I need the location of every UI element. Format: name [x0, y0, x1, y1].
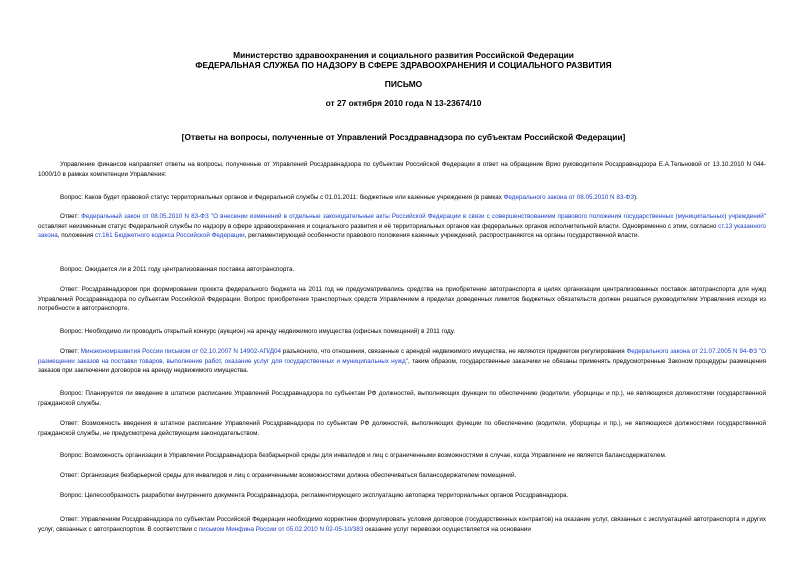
answer-text-1: оставляет неизменным статус Федеральной службы по надзору в сфере здравоохранения и социального развития и её территориальных органов как федеральных органов исполнительной власти. Одновременно с этим, согласно: [38, 222, 719, 230]
answer-text-1: Ответ: Управлениям Росздравнадзора по субъектам Российской Федерации необходимо корректнее формулировать условия договоров (государственных контрактов) на оказание услуг, связанных с эксплуатацией автотранспорта и других услуг, связанных с автотранспортом. В соответствии с: [38, 516, 766, 533]
paragraph-question-4: Вопрос: Планируется ли введение в штатное расписание Управлений Росздравнадзора по субъектам РФ должностей, выполняющих функции по обеспечению (водители, уборщицы и пр.), не являющихся должностями государственной гражданской службы.: [38, 390, 766, 407]
ministry-letter-link[interactable]: Минэкономразвития России письмом от 02.10.2007 N 14902-АП/Д04: [80, 348, 282, 355]
minfin-letter-link[interactable]: письмом Минфина России от 05.02.2010 N 02-05-10/383: [198, 525, 364, 533]
paragraph-question-5: Вопрос: Возможность организации в Управлении Росздравнадзора безбарьерной среды для инвалидов и лиц с ограниченными возможностями в случае, когда Управление не является балансодержателем.: [60, 452, 667, 459]
answer-text-2: оказание услуг перевозки осуществляется на основании: [363, 525, 531, 533]
document-date-number: от 27 октября 2010 года N 13-23674/10: [325, 98, 482, 108]
paragraph-answer-1: [38, 212, 766, 241]
answer-text-2: , таким образом, государственные заказчики не обязаны применять предусмотренные Законом процедуры размещения заказов при заключении договоров на аренду недвижимого имущества.: [38, 357, 766, 375]
law-94fz-link[interactable]: Федерального закона от 21.07.2005 N 94-ФЗ "О размещении заказов на поставки товаров, выполнение работ, оказание услуг для государственных и муниципальных нужд": [38, 348, 767, 365]
law-83fz-full-link[interactable]: Федеральный закон от 08.05.2010 N 83-ФЗ "О внесении изменений в отдельные законодательные акты Российской Федерации в связи с совершенствованием правового положения государственных (муниципальных) учреждений": [81, 213, 767, 220]
budget-code-article-161-link[interactable]: ст.161 Бюджетного кодекса Российской Федерации: [95, 232, 245, 240]
question-text: Вопрос: Каков будет правовой статус территориальных органов и Федеральной службы с 01.01.2011: бюджетные или казенные учреждения (в рамках: [60, 194, 504, 201]
answer-label: Ответ:: [60, 348, 81, 355]
service-title: ФЕДЕРАЛЬНАЯ СЛУЖБА ПО НАДЗОРУ В СФЕРЕ ЗДРАВООХРАНЕНИЯ И СОЦИАЛЬНОГО РАЗВИТИЯ: [195, 60, 612, 70]
paragraph-answer-6: [38, 515, 766, 534]
answer-label: Ответ:: [60, 213, 82, 220]
answer-text-2: , положения: [57, 232, 96, 240]
document-title: [Ответы на вопросы, полученные от Управлений Росздравнадзора по субъектам Российской Федерации]: [181, 132, 626, 142]
answer-text-3: , регламентирующей особенности правового положения казенных учреждений, распространяются на органы государственной власти.: [244, 232, 640, 240]
paragraph-answer-2: Ответ: Росздравнадзором при формировании проекта федерального бюджета на 2011 год не предусматривались средства на приобретение автотранспорта в целях организации централизованных поставок автотранспорта для нужд Управлений Росздравнадзора по субъектам Российской Федерации. Вопрос приобретения транспортных средств Управлением в пределах доведенных лимитов бюджетных обязательств должен решаться руководителем Управления исходя из потребности в автотранспорте.: [38, 286, 766, 313]
law-83fz-link[interactable]: Федерального закона от 08.05.2010 N 83-ФЗ: [503, 194, 635, 201]
question-text-end: ).: [634, 194, 638, 201]
paragraph-question-3: Вопрос: Необходимо ли проводить открытый конкурс (аукцион) на аренду недвижимого имущества (офисных помещений) в 2011 году.: [60, 328, 455, 335]
paragraph-question-1: [38, 193, 766, 203]
paragraph-answer-3: [38, 347, 766, 376]
answer-text-1: разъяснило, что отношения, связанные с арендой недвижимого имущества, не являются предметом регулирования: [281, 348, 627, 355]
article-13-link[interactable]: ст.13 указанного закона: [38, 222, 766, 240]
paragraph-question-2: Вопрос: Ожидается ли в 2011 году централизованная поставка автотранспорта.: [60, 266, 295, 273]
ministry-title: Министерство здравоохранения и социального развития Российской Федерации: [233, 50, 574, 60]
paragraph-question-6: Вопрос: Целесообразность разработки внутреннего документа Росздравнадзора, регламентирующего эксплуатацию автопарка территориальных органов Росздравнадзора.: [60, 492, 569, 499]
paragraph-answer-4: Ответ: Возможность введения в штатное расписание Управлений Росздравнадзора по субъектам РФ должностей, выполняющих функции по обеспечению (водители, уборщицы и пр.), не являющихся должностями государственной гражданской службы, не предусмотрена действующим законодательством.: [38, 420, 766, 437]
paragraph-answer-5: Ответ: Организация безбарьерной среды для инвалидов и лиц с ограниченными возможностями должна обеспечиваться балансодержателем помещений.: [60, 472, 517, 479]
document-type: ПИСЬМО: [384, 79, 423, 89]
paragraph-intro: Управление финансов направляет ответы на вопросы, полученные от Управлений Росздравнадзора по субъектам Российской Федерации в ответ на обращение Врио руководителя Росздравнадзора Е.А.Тельновой от 13.10.2010 N 044-1000/10 в рамках компетенции Управления:: [38, 161, 766, 178]
